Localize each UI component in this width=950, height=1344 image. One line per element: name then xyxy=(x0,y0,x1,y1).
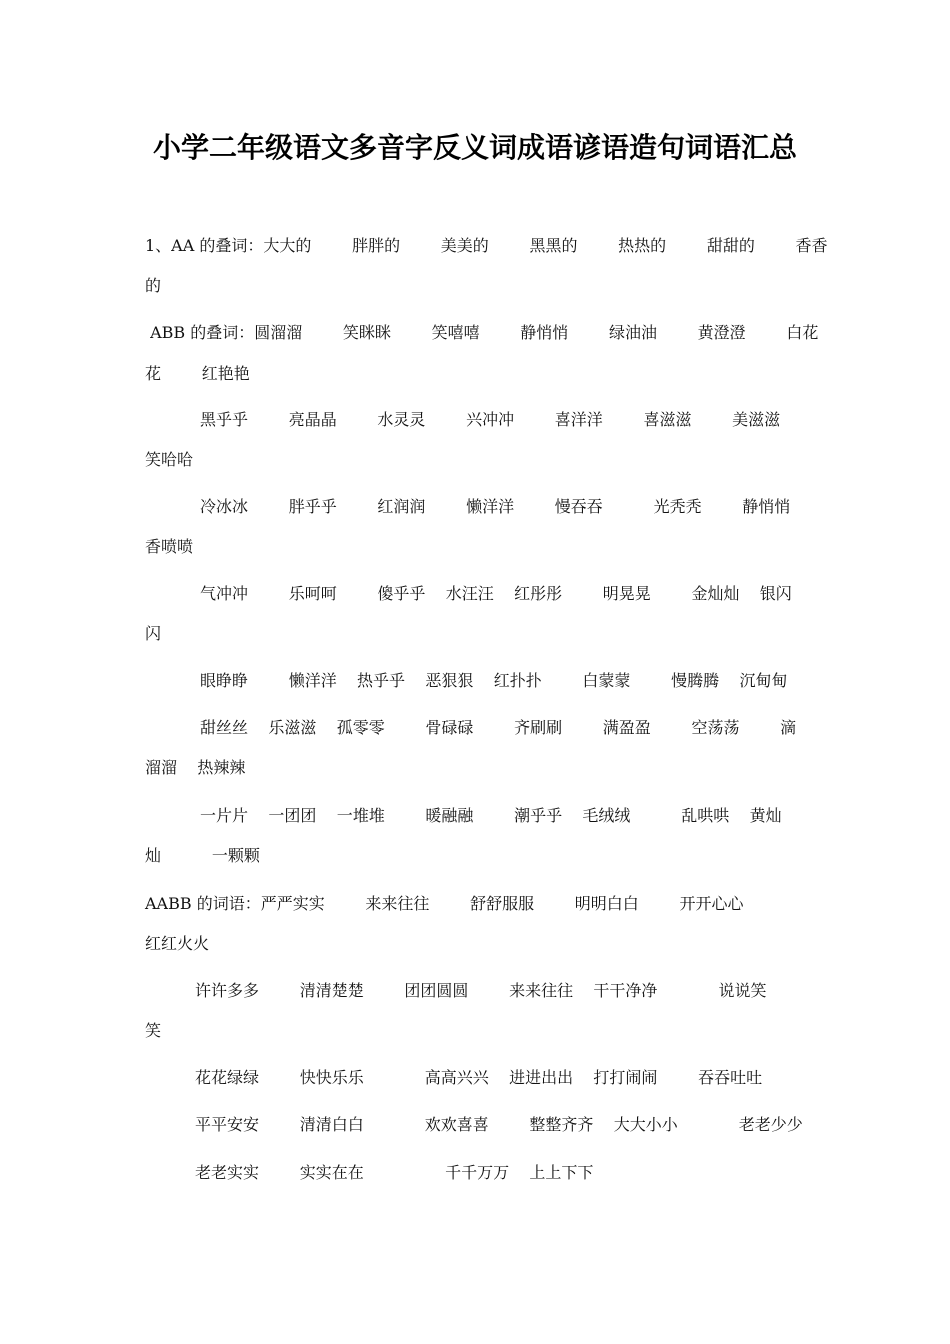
text-line: 一片片 一团团 一堆堆 暖融融 潮乎乎 毛绒绒 乱哄哄 黄灿 xyxy=(200,806,782,825)
text-line: 香喷喷 xyxy=(145,537,194,556)
text-line: 甜丝丝 乐滋滋 孤零零 骨碌碌 齐刷刷 满盈盈 空荡荡 滴 xyxy=(200,718,797,737)
text-line: 溜溜 热辣辣 xyxy=(145,758,246,777)
text-line: 气冲冲 乐呵呵 傻乎乎 水汪汪 红彤彤 明晃晃 金灿灿 银闪 xyxy=(200,584,792,603)
text-line: 平平安安 清清白白 欢欢喜喜 整整齐齐 大大小小 老老少少 xyxy=(195,1115,803,1134)
text-line: 1、AA 的叠词：大大的 胖胖的 美美的 黑黑的 热热的 甜甜的 香香 xyxy=(145,236,828,255)
text-line: AABB 的词语：严严实实 来来往往 舒舒服服 明明白白 开开心心 xyxy=(145,894,744,913)
text-line: 冷冰冰 胖乎乎 红润润 懒洋洋 慢吞吞 光秃秃 静悄悄 xyxy=(200,497,791,516)
document-title: 小学二年级语文多音字反义词成语谚语造句词语汇总 xyxy=(152,131,797,164)
text-line: 许许多多 清清楚楚 团团圆圆 来来往往 干干净净 说说笑 xyxy=(195,981,767,1000)
text-line: 眼睁睁 懒洋洋 热乎乎 恶狠狠 红扑扑 白蒙蒙 慢腾腾 沉甸甸 xyxy=(200,671,788,690)
text-line: 黑乎乎 亮晶晶 水灵灵 兴冲冲 喜洋洋 喜滋滋 美滋滋 xyxy=(200,410,781,429)
text-line: 闪 xyxy=(145,624,162,643)
text-line: 老老实实 实实在在 千千万万 上上下下 xyxy=(195,1163,594,1182)
text-line: ABB 的叠词：圆溜溜 笑眯眯 笑嘻嘻 静悄悄 绿油油 黄澄澄 白花 xyxy=(145,323,819,342)
text-line: 笑哈哈 xyxy=(145,450,194,469)
text-line: 的 xyxy=(145,276,162,295)
text-line: 灿 一颗颗 xyxy=(145,846,260,865)
text-line: 花 红艳艳 xyxy=(145,364,250,383)
text-line: 花花绿绿 快快乐乐 高高兴兴 进进出出 打打闹闹 吞吞吐吐 xyxy=(195,1068,763,1087)
text-line: 笑 xyxy=(145,1021,162,1040)
text-line: 红红火火 xyxy=(145,934,210,953)
